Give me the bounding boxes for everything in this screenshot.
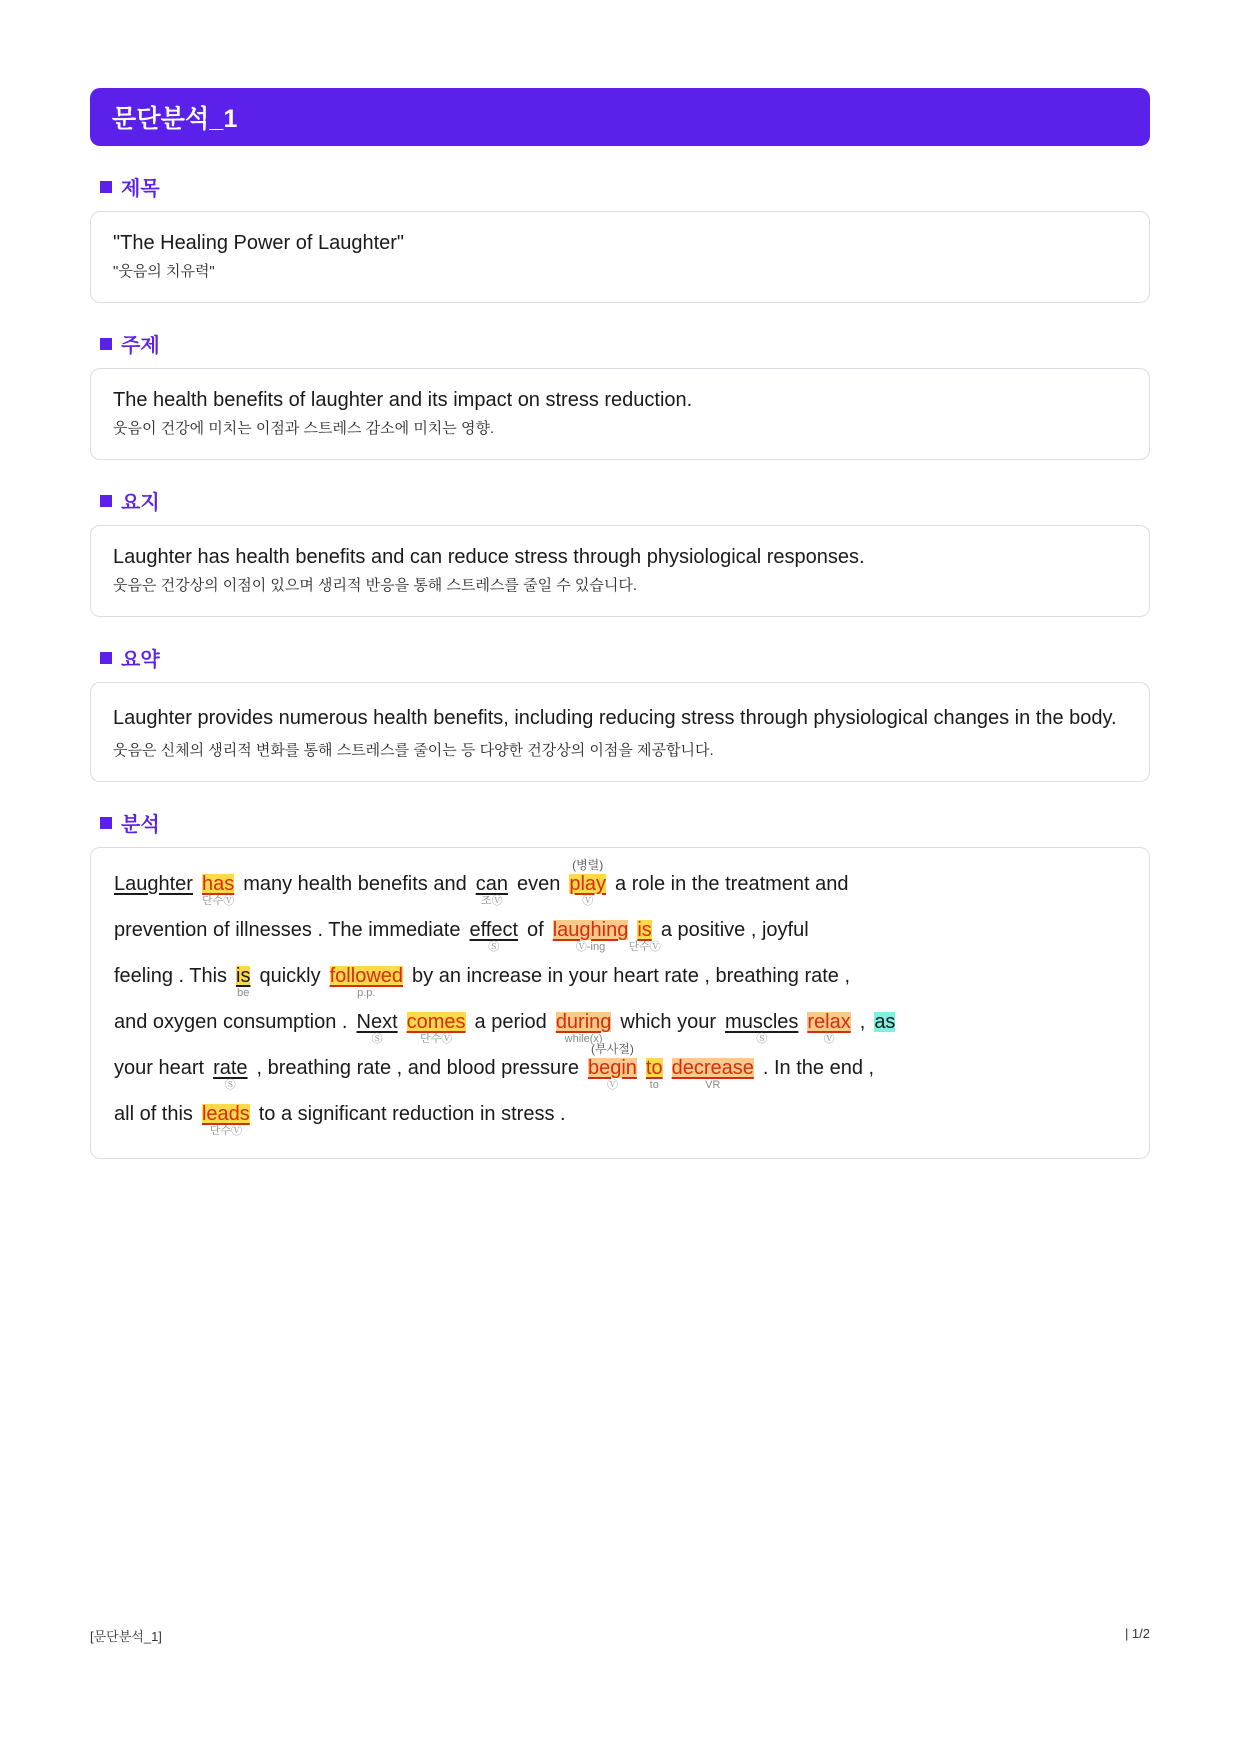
analysis-token-subscript: 단수Ⓥ xyxy=(419,1033,453,1045)
analysis-token-text: relax xyxy=(807,1011,851,1033)
analysis-token-text: as xyxy=(874,1011,896,1033)
analysis-token-text: play xyxy=(569,873,607,895)
analysis-token xyxy=(516,874,561,894)
analysis-token xyxy=(628,919,661,953)
square-bullet-icon xyxy=(100,338,112,350)
document-page xyxy=(90,88,1150,1159)
analysis-token xyxy=(356,1011,399,1045)
analysis-token-text: a period xyxy=(474,1011,547,1033)
analysis-token xyxy=(555,1011,613,1045)
analysis-token xyxy=(614,874,849,894)
analysis-token xyxy=(201,1103,251,1137)
document-title: 문단분석_1 xyxy=(112,105,238,133)
analysis-token xyxy=(201,873,235,907)
section-text-en: Laughter has health benefits and can reduce stress through physiological responses. xyxy=(113,546,865,568)
analysis-token-subscript: Ⓥ xyxy=(582,895,594,907)
analysis-token-superscript: (부사절) xyxy=(591,1042,634,1056)
analysis-line xyxy=(113,919,1127,953)
analysis-token-text: Next xyxy=(356,1011,398,1033)
analysis-token-subscript: Ⓢ xyxy=(224,1079,236,1091)
analysis-token-text: begin xyxy=(587,1057,637,1079)
analysis-token-text: , breathing rate , and blood pressure xyxy=(256,1057,579,1079)
analysis-token-subscript: p.p. xyxy=(357,987,376,999)
section-label: 분석 xyxy=(121,814,160,836)
document-title-bar xyxy=(90,88,1150,146)
analysis-line xyxy=(113,1103,1127,1137)
page-footer xyxy=(90,1626,1150,1645)
analysis-token-text: even xyxy=(516,873,561,895)
analysis-token-text: is xyxy=(637,919,652,941)
analysis-line xyxy=(113,1011,1127,1045)
analysis-token-text: quickly xyxy=(259,965,321,987)
section-card-topic xyxy=(90,368,1150,460)
analysis-token-subscript: while(x) xyxy=(564,1033,603,1045)
analysis-token-subscript: Ⓢ xyxy=(371,1033,383,1045)
analysis-token-superscript: (병렬) xyxy=(572,858,604,872)
analysis-token-text: rate xyxy=(213,1057,248,1079)
square-bullet-icon xyxy=(100,817,112,829)
analysis-token-subscript: 단수Ⓥ xyxy=(201,895,235,907)
section-card-title xyxy=(90,211,1150,303)
analysis-token xyxy=(329,965,404,999)
analysis-token-text: effect xyxy=(469,919,519,941)
analysis-token-text: Laughter xyxy=(114,873,193,895)
section-heading-analysis xyxy=(100,808,1150,837)
analysis-token-text: has xyxy=(201,873,235,895)
analysis-token-text: a positive , joyful xyxy=(660,919,809,941)
analysis-token-text: decrease xyxy=(671,1057,754,1079)
analysis-token xyxy=(645,1057,664,1091)
section-card-main-idea xyxy=(90,525,1150,617)
analysis-token-text: many health benefits and xyxy=(243,873,467,895)
analysis-line xyxy=(113,1042,1127,1091)
analysis-token-subscript: Ⓥ xyxy=(606,1079,618,1091)
analysis-token-text: laughing xyxy=(552,919,629,941)
analysis-token-subscript: 조Ⓥ xyxy=(481,895,503,907)
analysis-token xyxy=(113,874,194,894)
analysis-token xyxy=(113,920,461,940)
analysis-token-text: muscles xyxy=(725,1011,799,1033)
analysis-token-text: comes xyxy=(406,1011,466,1033)
analysis-token-text: feeling . This xyxy=(114,965,228,987)
analysis-token xyxy=(587,1042,638,1091)
section-label: 제목 xyxy=(121,178,160,200)
analysis-token-text: your heart xyxy=(114,1057,205,1079)
section-label: 요약 xyxy=(121,649,160,671)
analysis-token-subscript: Ⓢ xyxy=(756,1033,768,1045)
analysis-token xyxy=(242,874,468,894)
analysis-token xyxy=(526,920,545,940)
section-label: 주제 xyxy=(121,335,160,357)
analysis-token xyxy=(806,1011,851,1045)
analysis-token-text: prevention of illnesses . The immediate xyxy=(114,919,461,941)
analysis-token xyxy=(256,1058,580,1078)
section-text-ko: 웃음은 건강상의 이점이 있으며 생리적 반응을 통해 스트레스를 줄일 수 있습니다. xyxy=(113,577,638,594)
analysis-token-text: a role in the treatment and xyxy=(615,873,849,895)
analysis-token-text: leads xyxy=(201,1103,250,1125)
analysis-token-subscript: 단수Ⓥ xyxy=(209,1125,242,1137)
analysis-token-text: . In the end , xyxy=(762,1057,875,1079)
section-text-en: Laughter provides numerous health benefits, including reducing stress through physiological changes in the body. xyxy=(113,707,1117,729)
analysis-token-text: and oxygen consumption . xyxy=(114,1011,348,1033)
analysis-token xyxy=(724,1011,799,1045)
section-heading-topic xyxy=(100,329,1150,358)
analysis-token xyxy=(468,919,519,953)
analysis-token xyxy=(762,1058,875,1078)
analysis-token-text: all of this xyxy=(114,1103,193,1125)
section-card-summary xyxy=(90,682,1150,782)
analysis-token-text: can xyxy=(475,873,508,895)
analysis-line xyxy=(113,858,1127,907)
analysis-token xyxy=(660,920,810,940)
section-heading-title xyxy=(100,172,1150,201)
analysis-token xyxy=(552,919,630,953)
analysis-token xyxy=(113,1012,349,1032)
analysis-token-subscript: VR xyxy=(705,1079,721,1091)
section-text-ko: 웃음이 건강에 미치는 이점과 스트레스 감소에 미치는 영향. xyxy=(113,420,495,437)
analysis-token-subscript: Ⓢ xyxy=(488,941,500,953)
section-label: 요지 xyxy=(121,492,160,514)
analysis-token-text: which your xyxy=(620,1011,717,1033)
analysis-token-subscript: Ⓥ xyxy=(823,1033,835,1045)
section-text-en: "The Healing Power of Laughter" xyxy=(113,232,405,254)
section-text-en: The health benefits of laughter and its impact on stress reduction. xyxy=(113,389,693,411)
section-text-ko: "웃음의 치유력" xyxy=(113,263,215,280)
footer-page-number: | 1/2 xyxy=(1124,1626,1150,1641)
analysis-token xyxy=(212,1057,248,1091)
analysis-token xyxy=(873,1012,896,1032)
analysis-token xyxy=(113,966,228,986)
analysis-token-subscript: Ⓥ-ing xyxy=(575,941,606,953)
analysis-token-subscript: be xyxy=(237,987,250,999)
analysis-token xyxy=(475,873,509,907)
analysis-token xyxy=(859,1012,867,1032)
analysis-line xyxy=(113,965,1127,999)
analysis-token xyxy=(113,1104,194,1124)
analysis-token xyxy=(406,1011,467,1045)
analysis-token xyxy=(113,1058,205,1078)
analysis-token xyxy=(411,966,851,986)
analysis-token-text: followed xyxy=(329,965,404,987)
analysis-token-text: of xyxy=(527,919,544,941)
square-bullet-icon xyxy=(100,495,112,507)
square-bullet-icon xyxy=(100,652,112,664)
analysis-token-text: by an increase in your heart rate , breathing rate , xyxy=(412,965,851,987)
analysis-token xyxy=(671,1057,755,1091)
analysis-token-text: is xyxy=(236,965,251,987)
analysis-token xyxy=(235,965,251,999)
analysis-token xyxy=(258,1104,567,1124)
analysis-token-subscript: to xyxy=(649,1079,659,1091)
analysis-token-text: to a significant reduction in stress . xyxy=(258,1103,566,1125)
analysis-token-text: , xyxy=(859,1011,866,1033)
analysis-token-text: during xyxy=(555,1011,612,1033)
section-text-ko: 웃음은 신체의 생리적 변화를 통해 스트레스를 줄이는 등 다양한 건강상의 이점을 제공합니다. xyxy=(113,742,714,759)
analysis-card xyxy=(90,847,1150,1159)
analysis-token xyxy=(619,1012,717,1032)
analysis-token-text: to xyxy=(645,1057,663,1079)
footer-left-label: [문단분석_1] xyxy=(90,1629,162,1644)
analysis-token xyxy=(474,1012,548,1032)
section-heading-summary xyxy=(100,643,1150,672)
analysis-token xyxy=(568,858,607,907)
analysis-token xyxy=(258,966,321,986)
square-bullet-icon xyxy=(100,181,112,193)
section-heading-main-idea xyxy=(100,486,1150,515)
analysis-token-subscript: 단수Ⓥ xyxy=(628,941,661,953)
